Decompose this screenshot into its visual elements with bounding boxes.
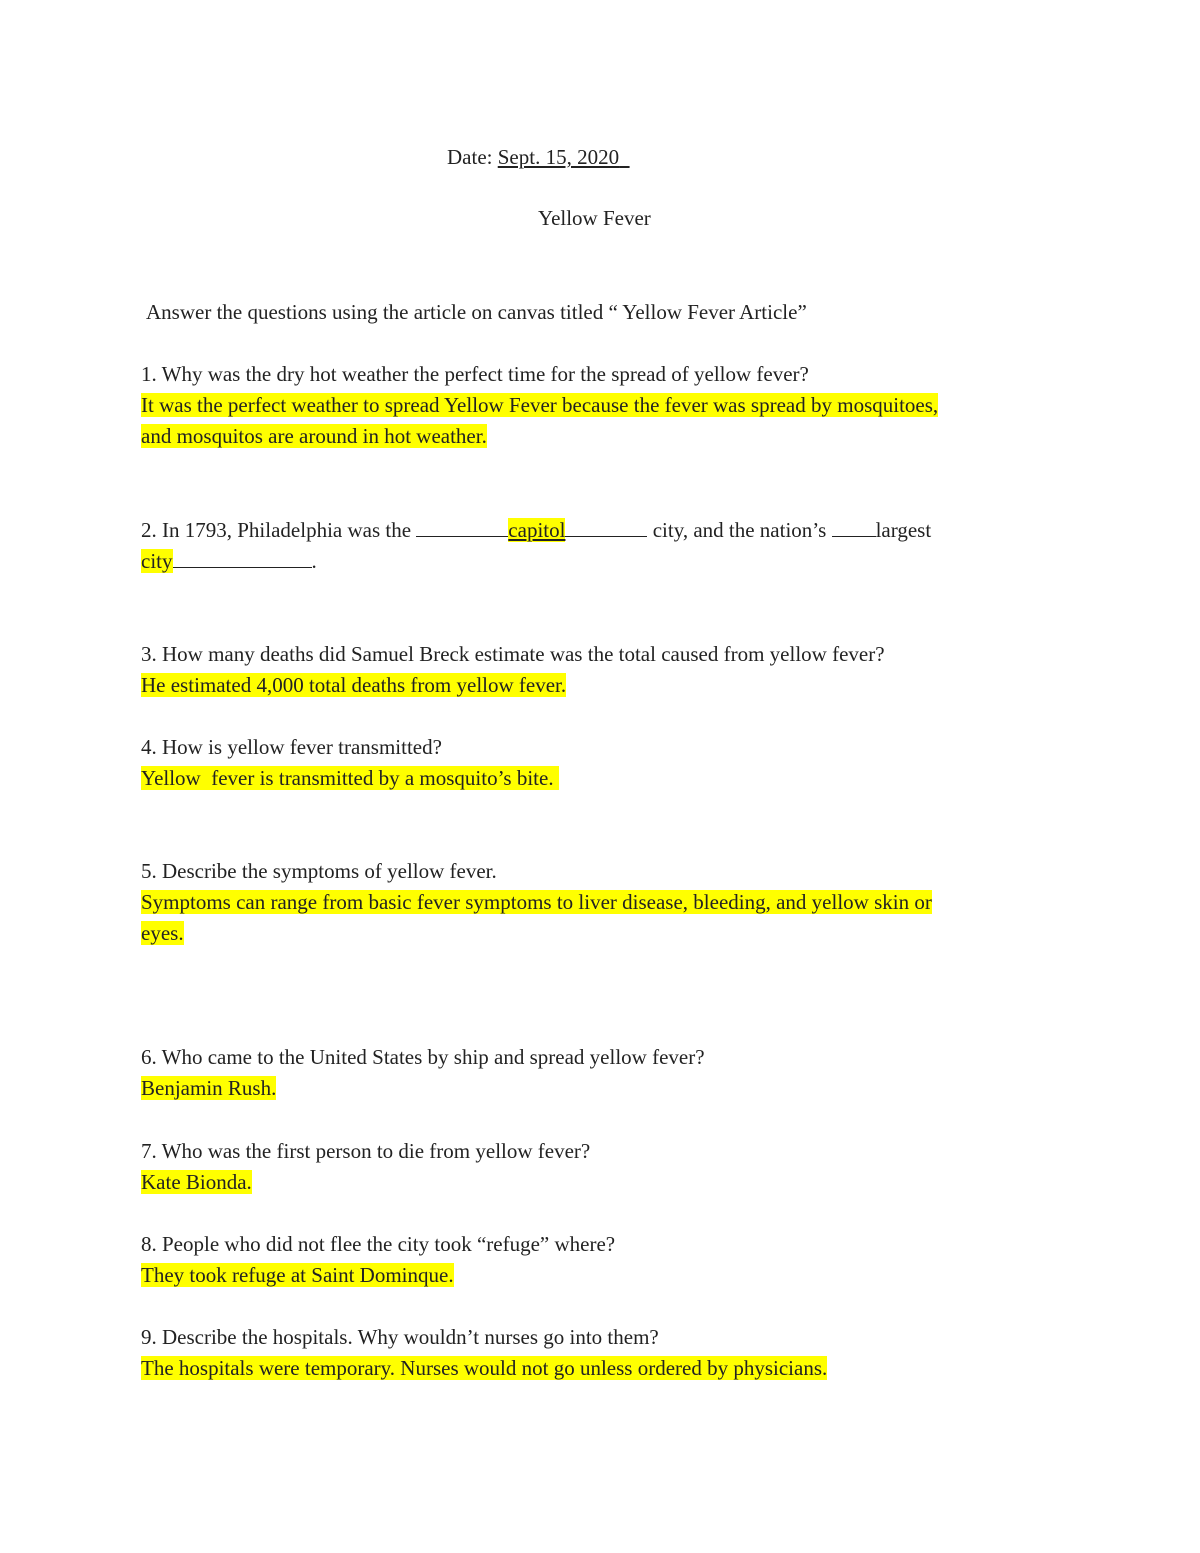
question-2: 2. In 1793, Philadelphia was the capitol city, and the nation’s largest: [141, 518, 932, 542]
date-line: [447, 143, 630, 171]
instructions: Answer the questions using the article on canvas titled “ Yellow Fever Article”: [146, 300, 807, 324]
question-1: 1. Why was the dry hot weather the perfect time for the spread of yellow fever?: [141, 362, 809, 386]
question-3: 3. How many deaths did Samuel Breck estimate was the total caused from yellow fever?: [141, 642, 885, 666]
answer-4: Yellow fever is transmitted by a mosquito’s bite.: [141, 766, 559, 790]
question-4: 4. How is yellow fever transmitted?: [141, 735, 442, 759]
answer-8: They took refuge at Saint Dominque.: [141, 1263, 454, 1287]
answer-6: Benjamin Rush.: [141, 1076, 277, 1100]
question-6: 6. Who came to the United States by ship and spread yellow fever?: [141, 1045, 705, 1069]
answer-5-line-1: Symptoms can range from basic fever symptoms to liver disease, bleeding, and yellow skin or: [141, 890, 932, 914]
answer-7: Kate Bionda.: [141, 1170, 252, 1194]
question-5: 5. Describe the symptoms of yellow fever.: [141, 859, 497, 883]
date-label: Date:: [447, 145, 498, 169]
answer-9: The hospitals were temporary. Nurses would not go unless ordered by physicians.: [141, 1356, 828, 1380]
question-9: 9. Describe the hospitals. Why wouldn’t nurses go into them?: [141, 1325, 659, 1349]
answer-5-line-2: eyes.: [141, 921, 184, 945]
answer-1-line-1: It was the perfect weather to spread Yellow Fever because the fever was spread by mosquitoes,: [141, 393, 939, 417]
document-title: Yellow Fever: [538, 206, 651, 230]
question-7: 7. Who was the first person to die from yellow fever?: [141, 1139, 591, 1163]
question-2-line-2: city .: [141, 549, 317, 573]
question-8: 8. People who did not flee the city took “refuge” where?: [141, 1232, 616, 1256]
answer-1-line-2: and mosquitos are around in hot weather.: [141, 424, 487, 448]
answer-2-blank-2: city: [141, 549, 173, 573]
answer-2-blank-1: capitol: [508, 518, 566, 542]
date-value: Sept. 15, 2020: [497, 145, 620, 169]
answer-3: He estimated 4,000 total deaths from yellow fever.: [141, 673, 567, 697]
